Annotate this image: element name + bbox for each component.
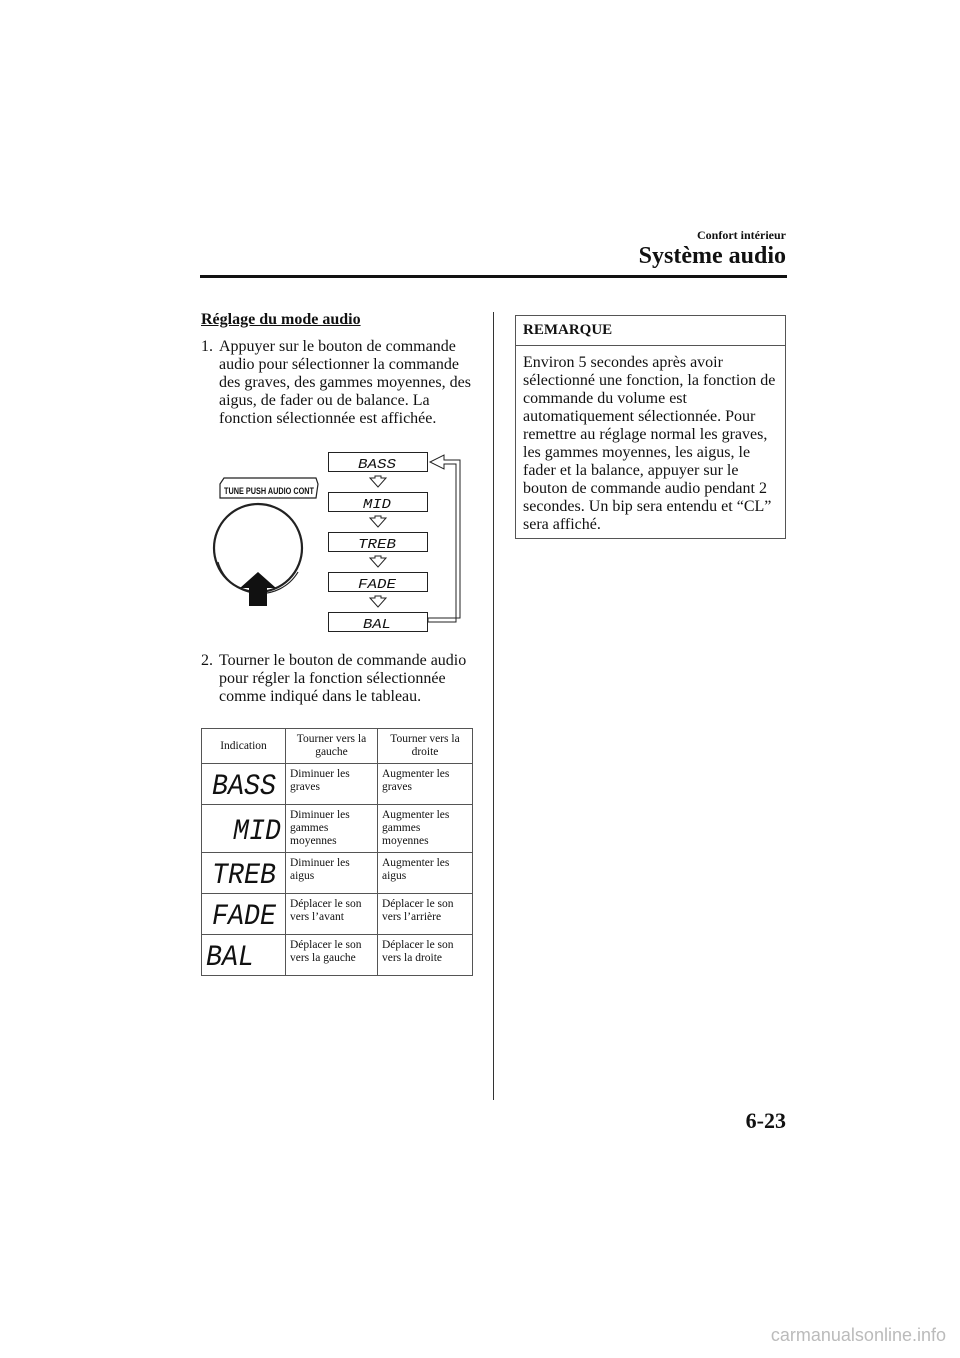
section-title: Système audio xyxy=(638,243,786,269)
right-cell: Augmenter les gammes moyennes xyxy=(378,805,473,853)
lcd-indication-bal xyxy=(204,937,256,969)
indication-cell xyxy=(202,853,286,894)
left-cell: Déplacer le son vers l’avant xyxy=(286,894,378,935)
indication-cell xyxy=(202,805,286,853)
display-bal xyxy=(328,612,428,632)
display-mid xyxy=(328,492,428,512)
lcd-indication-fade xyxy=(210,896,278,928)
svg-text:TREB: TREB xyxy=(358,537,396,549)
page-number: 6-23 xyxy=(745,1108,786,1133)
step-1-text: Appuyer sur le bouton de commande audio pour sélectionner la commande des graves, des gammes moyennes, des aigus, de fader ou de balance. La fonction sélectionnée est affichée. xyxy=(219,338,471,427)
svg-text:BASS: BASS xyxy=(211,770,276,798)
table-header-right: Tourner vers la droite xyxy=(378,729,473,764)
table-row xyxy=(202,805,473,853)
table-header-indication: Indication xyxy=(202,729,286,764)
svg-text:BAL: BAL xyxy=(206,941,254,969)
left-cell: Diminuer les aigus xyxy=(286,853,378,894)
left-cell: Déplacer le son vers la gauche xyxy=(286,935,378,976)
lcd-text-bal xyxy=(363,616,393,629)
right-cell: Déplacer le son vers l’arrière xyxy=(378,894,473,935)
chevron-down-icon xyxy=(369,515,387,529)
left-cell: Diminuer les graves xyxy=(286,764,378,805)
lcd-text-fade xyxy=(358,576,398,589)
return-arrow-icon xyxy=(428,450,468,635)
audio-control-diagram xyxy=(210,450,470,635)
indication-cell xyxy=(202,894,286,935)
table-row xyxy=(202,764,473,805)
chevron-down-icon xyxy=(369,595,387,609)
svg-text:BAL: BAL xyxy=(363,617,391,629)
svg-text:FADE: FADE xyxy=(358,577,397,589)
step-1-number: 1. xyxy=(201,338,213,355)
audio-knob-illustration xyxy=(210,450,328,635)
lcd-text-bass xyxy=(358,456,398,469)
svg-text:FADE: FADE xyxy=(211,900,277,928)
audio-mode-table xyxy=(201,728,473,976)
right-cell: Augmenter les graves xyxy=(378,764,473,805)
left-cell: Diminuer les gammes moyennes xyxy=(286,805,378,853)
right-cell: Augmenter les aigus xyxy=(378,853,473,894)
knob-label: TUNE PUSH AUDIO CONT xyxy=(224,486,315,496)
table-row xyxy=(202,853,473,894)
chevron-down-icon xyxy=(369,475,387,489)
table-header-row xyxy=(202,729,473,764)
lcd-text-mid xyxy=(363,496,393,509)
svg-text:MID: MID xyxy=(233,814,281,843)
indication-cell xyxy=(202,764,286,805)
lcd-indication-bass xyxy=(210,766,278,798)
lcd-indication-treb xyxy=(210,855,278,887)
step-2-number: 2. xyxy=(201,652,213,669)
svg-text:TREB: TREB xyxy=(211,859,276,887)
chapter-label: Confort intérieur xyxy=(697,228,786,242)
column-divider xyxy=(493,312,494,1100)
table-row xyxy=(202,935,473,976)
table-row xyxy=(202,894,473,935)
step-1 xyxy=(201,338,481,428)
right-cell: Déplacer le son vers la droite xyxy=(378,935,473,976)
lcd-text-treb xyxy=(358,536,398,549)
display-treb xyxy=(328,532,428,552)
svg-text:MID: MID xyxy=(363,497,392,509)
subheading: Réglage du mode audio xyxy=(201,311,361,328)
table-header-left: Tourner vers la gauche xyxy=(286,729,378,764)
step-2 xyxy=(201,652,481,706)
step-2-text: Tourner le bouton de commande audio pour régler la fonction sélectionnée comme indiqué dans le tableau. xyxy=(219,652,467,705)
note-box xyxy=(515,315,786,539)
header-rule xyxy=(200,275,787,278)
indication-cell xyxy=(202,935,286,976)
chevron-down-icon xyxy=(369,555,387,569)
display-bass xyxy=(328,452,428,472)
lcd-indication-mid xyxy=(231,811,283,843)
note-title: REMARQUE xyxy=(516,316,785,346)
display-fade xyxy=(328,572,428,592)
svg-text:BASS: BASS xyxy=(358,457,397,469)
note-text: Environ 5 secondes après avoir sélectionné une fonction, la fonction de commande du volume est automatiquement sélectionnée. Pour remettre au réglage normal les graves, les gammes moyennes, les aigus, le fader et la balance, appuyer sur le bouton de commande audio pendant 2 secondes. Un bip sera entendu et “CL” sera affiché. xyxy=(523,354,776,533)
watermark: carmanualsonline.info xyxy=(770,1325,946,1345)
